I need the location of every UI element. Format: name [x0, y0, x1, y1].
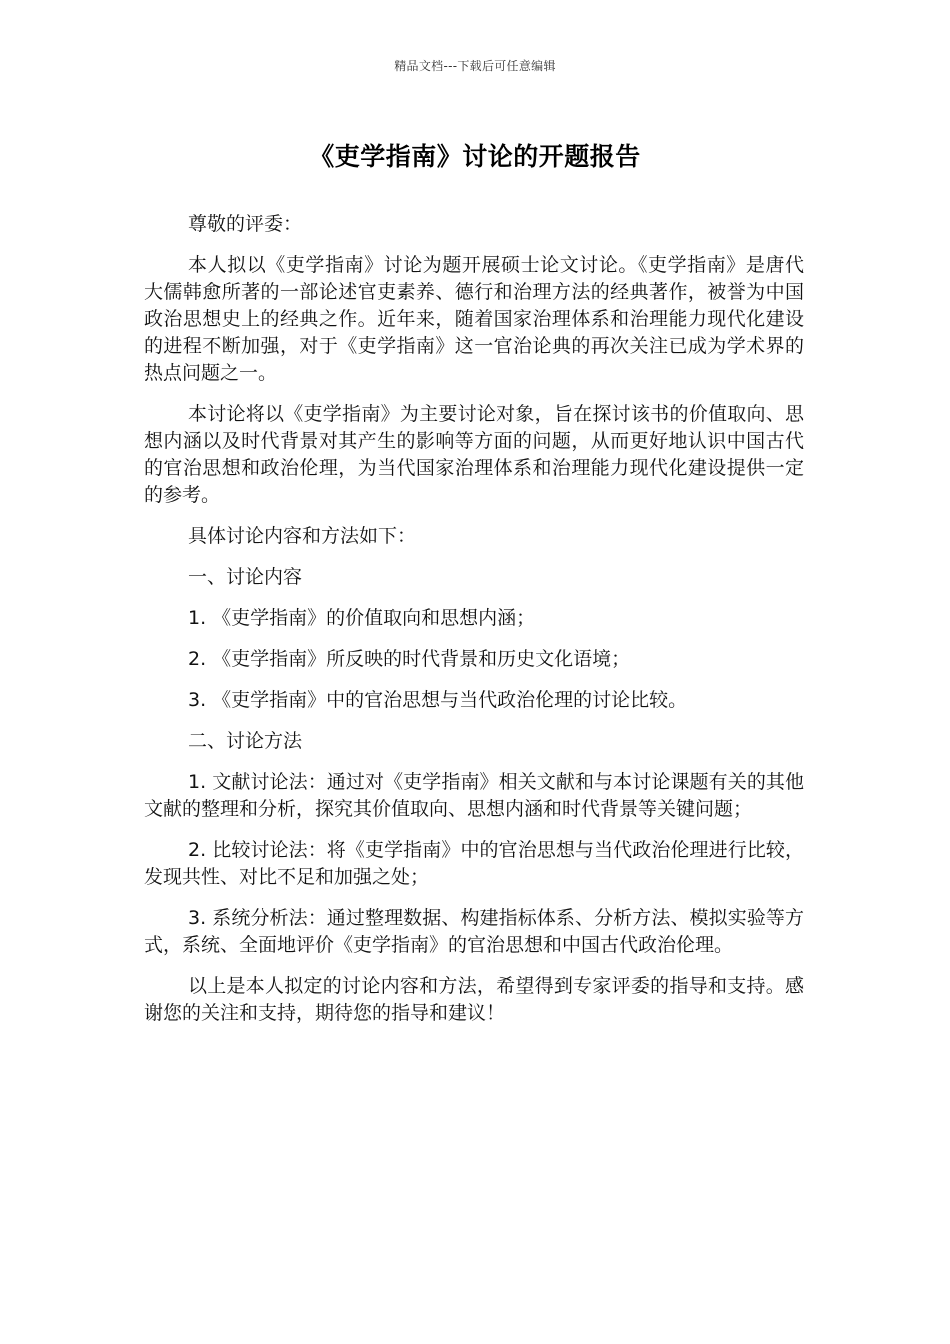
content-item-3: 3. 《吏学指南》中的官治思想与当代政治伦理的讨论比较。	[188, 689, 688, 711]
section-heading-content: 一、讨论内容	[188, 566, 303, 588]
document-body	[144, 211, 804, 1041]
content-item-2: 2. 《吏学指南》所反映的时代背景和历史文化语境；	[188, 648, 631, 670]
header-note: 精品文档---下载后可任意编辑	[394, 59, 556, 73]
method-item-3: 3. 系统分析法：通过整理数据、构建指标体系、分析方法、模拟实验等方式，系统、全面地评价《吏学指南》的官治思想和中国古代政治伦理。	[144, 907, 804, 956]
closing-paragraph: 以上是本人拟定的讨论内容和方法，希望得到专家评委的指导和支持。感谢您的关注和支持，期待您的指导和建议！	[144, 975, 804, 1024]
method-item-2: 2. 比较讨论法：将《吏学指南》中的官治思想与当代政治伦理进行比较，发现共性、对比不足和加强之处；	[144, 839, 804, 888]
intro-paragraph: 本人拟以《吏学指南》讨论为题开展硕士论文讨论。《吏学指南》是唐代大儒韩愈所著的一部论述官吏素养、德行和治理方法的经典著作，被誉为中国政治思想史上的经典之作。近年来，随着国家治理体系和治理能力现代化建设的进程不断加强，对于《吏学指南》这一官治论典的再次关注已成为学术界的热点问题之一。	[144, 254, 804, 384]
purpose-paragraph: 本讨论将以《吏学指南》为主要讨论对象，旨在探讨该书的价值取向、思想内涵以及时代背景对其产生的影响等方面的问题，从而更好地认识中国古代的官治思想和政治伦理，为当代国家治理体系和治理能力现代化建设提供一定的参考。	[144, 403, 804, 506]
salutation: 尊敬的评委：	[188, 213, 303, 235]
method-item-1: 1. 文献讨论法：通过对《吏学指南》相关文献和与本讨论课题有关的其他文献的整理和分析，探究其价值取向、思想内涵和时代背景等关键问题；	[144, 771, 804, 820]
document-title: 《吏学指南》讨论的开题报告	[309, 142, 641, 171]
section-heading-method: 二、讨论方法	[188, 730, 303, 752]
content-item-1: 1. 《吏学指南》的价值取向和思想内涵；	[188, 607, 536, 629]
plan-intro: 具体讨论内容和方法如下：	[188, 525, 417, 547]
